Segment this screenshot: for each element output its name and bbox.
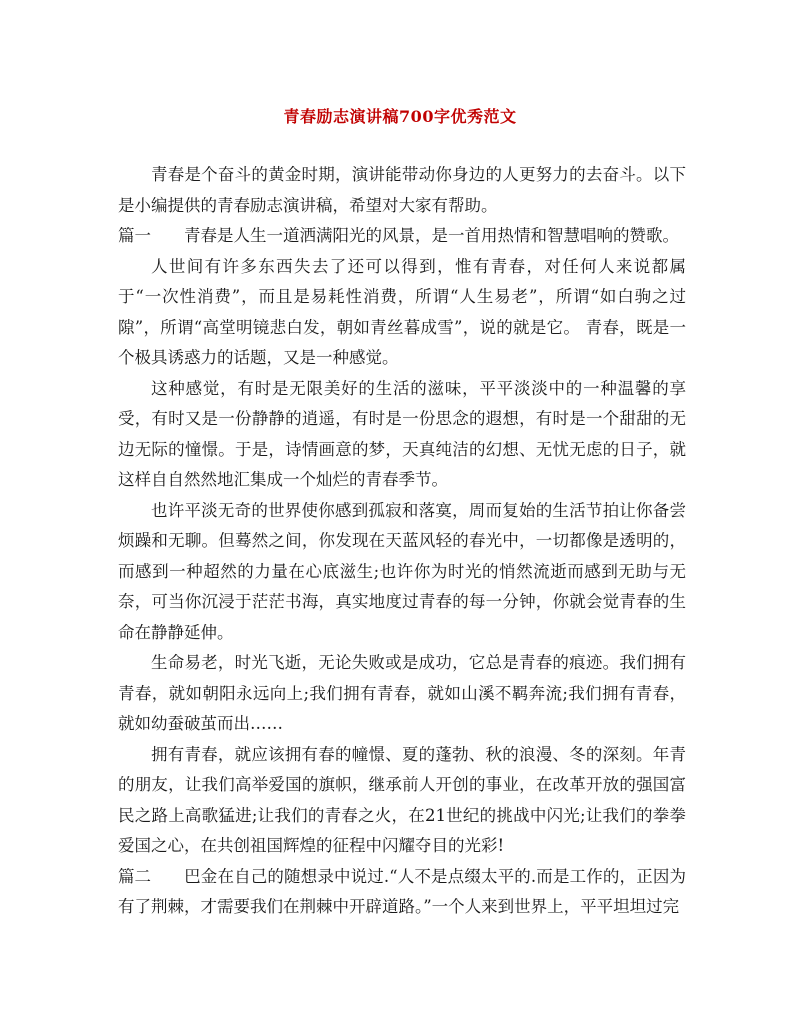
document-body — [118, 160, 686, 923]
section-two-paragraph — [118, 862, 686, 923]
body-paragraph-3: 也许平淡无奇的世界使你感到孤寂和落寞，周而复始的生活节拍让你备尝烦躁和无聊。但蓦然之间，你发现在天蓝风轻的春光中，一切都像是透明的，而感到一种超然的力量在心底滋生;也许你为时光的悄然流逝而感到无助与无奈，可当你沉浸于茫茫书海，真实地度过青春的每一分钟，你就会觉青春的生命在静静延伸。 — [118, 500, 686, 642]
body-paragraph-4: 生命易老，时光飞逝，无论失败或是成功，它总是青春的痕迹。我们拥有青春，就如朝阳永远向上;我们拥有青春，就如山溪不羁奔流;我们拥有青春，就如幼蚕破茧而出…… — [118, 653, 686, 733]
section-one-paragraph — [118, 221, 686, 252]
body-paragraph-1: 人世间有许多东西失去了还可以得到，惟有青春，对任何人来说都属于“一次性消费”，而且是易耗性消费，所谓“人生易老”，所谓“如白驹之过隙”，所谓“高堂明镜悲白发，朝如青丝暮成雪”，说的就是它。 青春，既是一个极具诱惑力的话题，又是一种感觉。 — [118, 256, 686, 367]
intro-paragraph: 青春是个奋斗的黄金时期，演讲能带动你身边的人更努力的去奋斗。以下是小编提供的青春励志演讲稿，希望对大家有帮助。 — [118, 165, 686, 215]
section-two-first-line: 巴金在自己的随想录中说过.“人不是点缀太平的.而是工作的，正因为有了荆棘，才需要我们在荆棘中开辟道路。”一个人来到世界上，平平坦坦过完 — [118, 866, 686, 916]
section-one-first-line: 青春是人生一道洒满阳光的风景，是一首用热情和智慧唱响的赞歌。 — [184, 226, 679, 245]
body-paragraph-5: 拥有青春，就应该拥有春的幢憬、夏的蓬勃、秋的浪漫、冬的深刻。年青的朋友，让我们高举爱国的旗帜，继承前人开创的事业，在改革开放的强国富民之路上高歌猛进;让我们的青春之火，在21世纪的挑战中闪光;让我们的拳拳爱国之心，在共创祖国辉煌的征程中闪耀夺目的光彩! — [118, 744, 686, 855]
body-paragraph-2: 这种感觉，有时是无限美好的生活的滋味，平平淡淡中的一种温馨的享受，有时又是一份静静的逍遥，有时是一份思念的遐想，有时是一个甜甜的无边无际的憧憬。于是，诗情画意的梦，天真纯洁的幻想、无忧无虑的日子，就这样自自然然地汇集成一个灿烂的青春季节。 — [118, 378, 686, 489]
section-two-label: 篇二 — [118, 866, 151, 886]
document-title: 青春励志演讲稿700字优秀范文 — [283, 107, 517, 126]
section-one-label: 篇一 — [118, 226, 151, 245]
